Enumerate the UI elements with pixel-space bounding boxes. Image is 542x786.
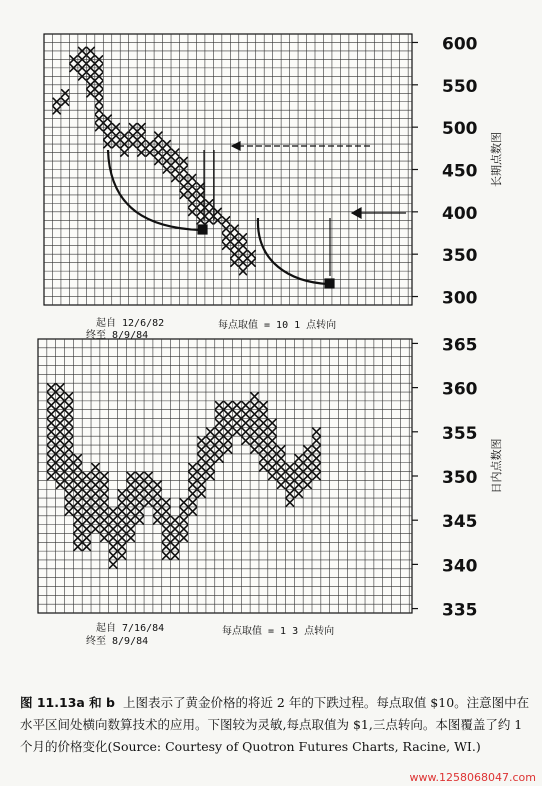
top-params: 每点取值 = 10 1 点转向 <box>218 320 337 331</box>
long-term-y-axis-label: 长期点数图 <box>490 132 503 187</box>
long-term-y-tick-label: 600 <box>442 34 478 55</box>
long-term-y-tick-label: 300 <box>442 288 478 309</box>
bottom-end-date: 终至 8/9/84 <box>86 636 149 647</box>
long-term-y-tick-label: 450 <box>442 161 478 182</box>
intraday-y-tick-label: 350 <box>442 468 478 488</box>
intraday-y-tick-label: 360 <box>442 379 478 400</box>
long-term-y-tick-label: 350 <box>442 246 478 267</box>
bottom-start-date: 起自 7/16/84 <box>96 623 165 634</box>
target-box-1 <box>198 225 207 234</box>
intraday-y-tick-label: 340 <box>442 556 478 577</box>
intraday-y-axis-label: 日内点数图 <box>490 438 503 494</box>
long-term-y-tick-label: 500 <box>442 119 478 140</box>
intraday-y-tick-label: 345 <box>442 512 478 533</box>
intraday-y-tick-label: 365 <box>442 335 478 356</box>
intraday-y-tick-label: 335 <box>442 600 478 621</box>
long-term-pf-chart <box>44 34 503 309</box>
intraday-pf-chart <box>38 335 503 620</box>
intraday-y-tick-label: 355 <box>442 423 478 444</box>
watermark: www.1258068047.com <box>409 771 536 784</box>
top-end-date: 终至 8/9/84 <box>86 330 149 341</box>
caption-text: 上图表示了黄金价格的将近 2 年的下跌过程。每点取值 $10。注意图中在水平区间处横向数算技术的应用。下图较为灵敏,每点取值为 $1,三点转向。本图覆盖了约 1 个月的价格变化(Source: Courtesy of Quotron Futures Charts, Racine, WI.) <box>20 695 530 754</box>
caption-label: 图 11.13a 和 b <box>20 695 115 710</box>
target-box-2 <box>325 279 334 288</box>
figure-caption <box>20 692 530 758</box>
long-term-y-tick-label: 550 <box>442 76 478 97</box>
long-term-y-tick-label: 400 <box>442 203 478 224</box>
top-start-date: 起自 12/6/82 <box>96 318 165 329</box>
bottom-params: 每点取值 = 1 3 点转向 <box>222 626 335 637</box>
